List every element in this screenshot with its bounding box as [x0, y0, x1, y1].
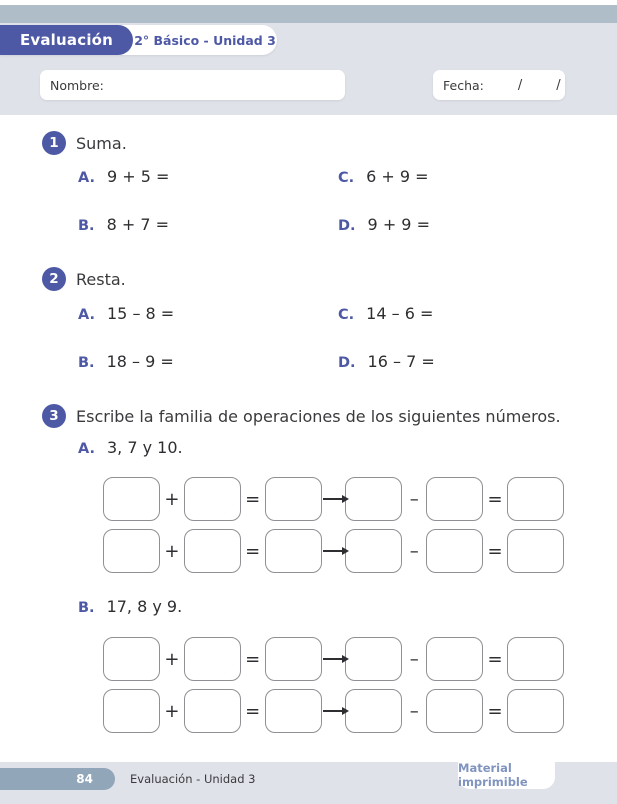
subitem-letter: B. [78, 600, 95, 616]
problem-letter: A. [78, 170, 95, 186]
footer-title: Evaluación - Unidad 3 [130, 772, 256, 786]
problem-2b [78, 352, 174, 371]
date-field-label: Fecha: [443, 77, 484, 93]
section-2-header [42, 267, 126, 291]
page-number-badge [0, 768, 115, 790]
problem-letter: D. [338, 218, 356, 234]
unit-subtitle: 2° Básico - Unidad 3 [134, 32, 276, 48]
answer-box[interactable] [507, 529, 564, 573]
subitem-3b [78, 597, 182, 616]
equals-operator: = [245, 648, 261, 670]
section-number: 2 [49, 271, 59, 287]
answer-box[interactable] [103, 637, 160, 681]
answer-box[interactable] [265, 529, 322, 573]
problem-2d [338, 352, 435, 371]
problem-expression: 18 – 9 = [106, 352, 174, 371]
date-field[interactable] [433, 70, 565, 100]
answer-box[interactable] [184, 529, 241, 573]
section-number-badge [42, 404, 66, 428]
section-number-badge [42, 131, 66, 155]
answer-box[interactable] [507, 689, 564, 733]
equals-operator: = [245, 700, 261, 722]
equals-operator: = [245, 540, 261, 562]
material-tab [458, 760, 555, 789]
answer-box[interactable] [184, 477, 241, 521]
unit-pill [0, 25, 277, 55]
problem-letter: C. [338, 307, 355, 323]
page-number: 84 [76, 772, 93, 786]
problem-expression: 16 – 7 = [367, 352, 435, 371]
plus-operator: + [164, 648, 180, 670]
arrow-right-icon [322, 550, 346, 552]
operation-family-row [103, 637, 564, 681]
evaluation-badge-label: Evaluación [19, 31, 114, 49]
minus-operator: – [409, 540, 419, 562]
answer-box[interactable] [103, 529, 160, 573]
answer-box[interactable] [426, 529, 483, 573]
section-title: Escribe la familia de operaciones de los siguientes números. [76, 406, 561, 426]
minus-operator: – [409, 488, 419, 510]
problem-expression: 9 + 9 = [367, 215, 430, 234]
answer-box[interactable] [507, 477, 564, 521]
section-number: 3 [49, 408, 59, 424]
problem-1a [78, 167, 169, 186]
answer-box[interactable] [345, 529, 402, 573]
plus-operator: + [164, 488, 180, 510]
subitem-3a [78, 438, 183, 457]
answer-box[interactable] [426, 689, 483, 733]
section-title: Suma. [76, 133, 127, 153]
problem-expression: 6 + 9 = [366, 167, 429, 186]
problem-letter: A. [78, 307, 95, 323]
header [0, 23, 617, 115]
problem-2c [338, 304, 433, 323]
answer-box[interactable] [265, 477, 322, 521]
problem-letter: B. [78, 355, 95, 371]
answer-box[interactable] [265, 637, 322, 681]
section-3-header [42, 404, 561, 428]
section-number: 1 [49, 135, 59, 151]
section-number-badge [42, 267, 66, 291]
subitem-numbers: 17, 8 y 9. [106, 597, 183, 616]
equals-operator: = [487, 540, 503, 562]
name-field[interactable] [40, 70, 345, 100]
date-slash: / [517, 77, 523, 93]
plus-operator: + [164, 540, 180, 562]
subitem-letter: A. [78, 441, 95, 457]
answer-box[interactable] [103, 689, 160, 733]
name-field-label: Nombre: [50, 77, 104, 93]
equals-operator: = [487, 648, 503, 670]
problem-2a [78, 304, 174, 323]
answer-box[interactable] [345, 637, 402, 681]
date-slash: / [556, 77, 561, 93]
answer-box[interactable] [426, 637, 483, 681]
answer-box[interactable] [184, 689, 241, 733]
operation-family-row [103, 477, 564, 521]
minus-operator: – [409, 648, 419, 670]
operation-family-row [103, 689, 564, 733]
answer-box[interactable] [345, 477, 402, 521]
arrow-right-icon [322, 498, 346, 500]
answer-box[interactable] [103, 477, 160, 521]
equals-operator: = [487, 700, 503, 722]
problem-letter: D. [338, 355, 356, 371]
answer-box[interactable] [184, 637, 241, 681]
top-bar [0, 5, 617, 23]
material-tab-label: Material imprimible [458, 760, 528, 789]
problem-expression: 9 + 5 = [107, 167, 170, 186]
equals-operator: = [245, 488, 261, 510]
problem-1b [78, 215, 169, 234]
subitem-numbers: 3, 7 y 10. [107, 438, 183, 457]
problem-expression: 14 – 6 = [366, 304, 434, 323]
answer-box[interactable] [345, 689, 402, 733]
arrow-right-icon [322, 710, 346, 712]
arrow-right-icon [322, 658, 346, 660]
problem-letter: B. [78, 218, 95, 234]
equals-operator: = [487, 488, 503, 510]
worksheet-body [0, 115, 617, 762]
section-1-header [42, 131, 127, 155]
evaluation-badge [0, 25, 133, 55]
footer [0, 762, 617, 804]
answer-box[interactable] [426, 477, 483, 521]
problem-expression: 15 – 8 = [107, 304, 175, 323]
problem-expression: 8 + 7 = [106, 215, 169, 234]
plus-operator: + [164, 700, 180, 722]
problem-1c [338, 167, 429, 186]
answer-box[interactable] [265, 689, 322, 733]
operation-family-row [103, 529, 564, 573]
problem-letter: C. [338, 170, 355, 186]
answer-box[interactable] [507, 637, 564, 681]
minus-operator: – [409, 700, 419, 722]
problem-1d [338, 215, 430, 234]
section-title: Resta. [76, 269, 126, 289]
